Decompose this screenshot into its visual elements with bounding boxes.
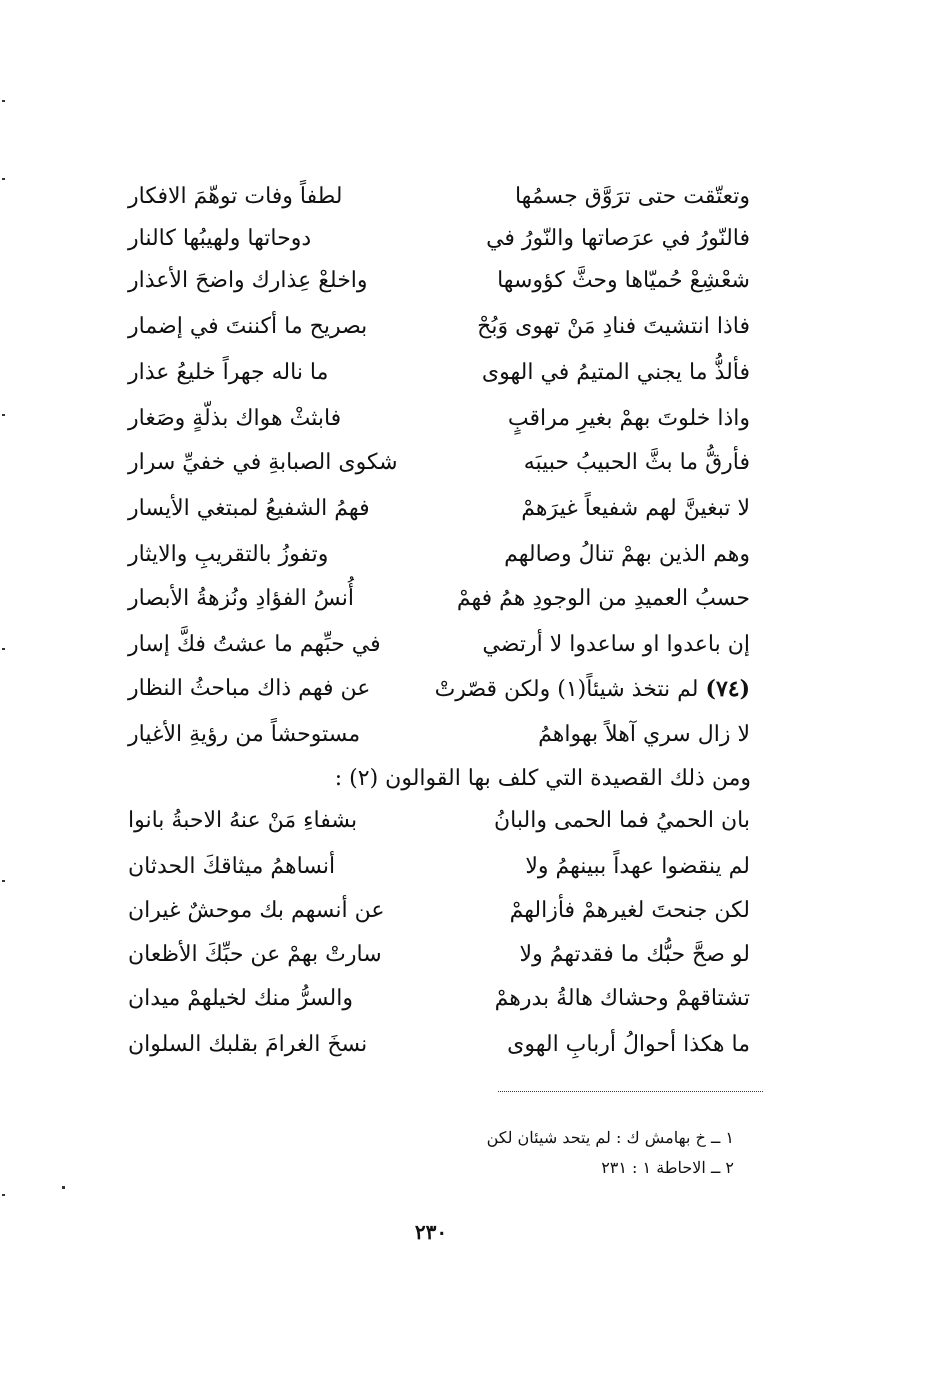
- verse-first-hemistich: شعْشِعْ حُميّاها وحثَّ كؤوسها: [497, 268, 750, 293]
- verse-first-hemistich: لكن جنحتَ لغيرهمْ فأزالهمْ: [509, 898, 750, 923]
- verse-first-hemistich: لا تبغينَّ لهم شفيعاً غيرَهمْ: [521, 496, 750, 521]
- verse-second-hemistich: سارتْ بهمْ عن حبِّكَ الأظعان: [128, 942, 382, 967]
- verse-second-hemistich: أُنسُ الفؤادِ ونُزهةُ الأبصار: [128, 586, 354, 611]
- footnote: ١ ــ خ بهامش ك : لم يتحد شيئان لكن: [486, 1128, 734, 1147]
- footnote-separator: [498, 1091, 763, 1092]
- verse-first-hemistich: لو صحَّ حبُّك ما فقدتهمُ ولا: [519, 942, 750, 967]
- verse-first-hemistich: واذا خلوتَ بهمْ بغيرِ مراقبٍ: [507, 406, 750, 431]
- verse-second-hemistich: عن أنسهم بك موحشٌ غيران: [128, 898, 385, 923]
- verse-second-hemistich: فابثثْ هواك بذلّةٍ وصَغار: [128, 406, 342, 431]
- verse-first-hemistich: تشتاقهمْ وحشاك هالةُ بدرهمْ: [494, 986, 750, 1011]
- verse-first-hemistich: وتعتّقت حتى ترَوَّق جسمُها: [514, 184, 750, 209]
- verse-second-hemistich: لطفاً وفات توهّمَ الافكار: [128, 184, 343, 209]
- scan-speck: [2, 178, 5, 180]
- verse-second-hemistich: وتفوزُ بالتقريبِ والايثار: [128, 542, 329, 567]
- verse-first-hemistich: حسبُ العميدِ من الوجودِ همُ فهمْ: [456, 586, 750, 611]
- section-intro: ومن ذلك القصيدة التي كلف بها القوالون (٢) :: [334, 766, 751, 791]
- verse-first-hemistich-with-marker: [434, 676, 750, 702]
- verse-second-hemistich: بصريح ما أكننتَ في إضمار: [128, 314, 368, 339]
- verse-second-hemistich: مستوحشاً من رؤيةِ الأغيار: [128, 722, 361, 747]
- verse-second-hemistich: في حبِّهم ما عشتُ فكَّ إسار: [128, 632, 381, 657]
- verse-first-hemistich: فاذا انتشيتَ فنادِ مَنْ تهوى وَبُحْ: [477, 314, 750, 339]
- verse-second-hemistich: واخلعْ عِذارك واضحَ الأعذار: [128, 268, 368, 293]
- verse-first-hemistich: فالنّورُ في عرَصاتها والنّورُ في: [486, 226, 750, 251]
- scan-speck: [62, 1186, 65, 1189]
- scan-speck: [2, 1194, 5, 1196]
- verse-first-hemistich: ما هكذا أحوالُ أربابِ الهوى: [507, 1032, 750, 1057]
- verse-second-hemistich: فهمُ الشفيعُ لمبتغي الأيسار: [128, 496, 370, 521]
- verse-first-hemistich: لا زال سري آهلاً بهواهمُ: [538, 722, 750, 747]
- scan-speck: [2, 880, 5, 882]
- scan-speck: [2, 648, 5, 650]
- verse-second-hemistich: ما ناله جهراً خليعُ عذار: [128, 360, 329, 385]
- verse-second-hemistich: والسرُّ منك لخيلهمْ ميدان: [128, 986, 353, 1011]
- verse-first-hemistich: بان الحميُ فما الحمى والبانُ: [494, 808, 750, 833]
- verse-second-hemistich: بشفاءِ مَنْ عنهُ الاحبةُ بانوا: [128, 808, 358, 833]
- verse-first-hemistich: فألذُّ ما يجني المتيمُ في الهوى: [481, 360, 750, 385]
- verse-second-hemistich: أنساهمُ ميثاقكَ الحدثان: [128, 854, 336, 879]
- scan-speck: [2, 414, 5, 416]
- verse-second-hemistich: دوحاتها ولهيبُها كالنار: [128, 226, 312, 251]
- verse-second-hemistich: نسخَ الغرامَ بقلبك السلوان: [128, 1032, 368, 1057]
- footnote: ٢ ــ الاحاطة ١ : ٢٣١: [601, 1158, 734, 1177]
- manuscript-folio-marker: (٧٤): [705, 676, 750, 702]
- verse-first-hemistich: إن باعدوا او ساعدوا لا أرتضي: [482, 632, 750, 657]
- page-number: ٢٣٠: [414, 1220, 448, 1244]
- verse-second-hemistich: عن فهم ذاك مباحثُ النظار: [128, 676, 371, 701]
- verse-second-hemistich: شكوى الصبابةِ في خفيِّ سرار: [128, 450, 398, 475]
- scan-speck: [2, 100, 5, 102]
- verse-first-hemistich: فأرقُّ ما بثَّ الحبيبُ حبيبَه: [523, 450, 750, 475]
- verse-first-hemistich: وهم الذين بهمْ تنالُ وصالهم: [504, 542, 750, 567]
- verse-first-hemistich: لم ينقضوا عهداً ببينهمُ ولا: [525, 854, 750, 879]
- verse-first-hemistich: لم نتخذ شيئاً(١) ولكن قصّرتْ: [434, 677, 699, 702]
